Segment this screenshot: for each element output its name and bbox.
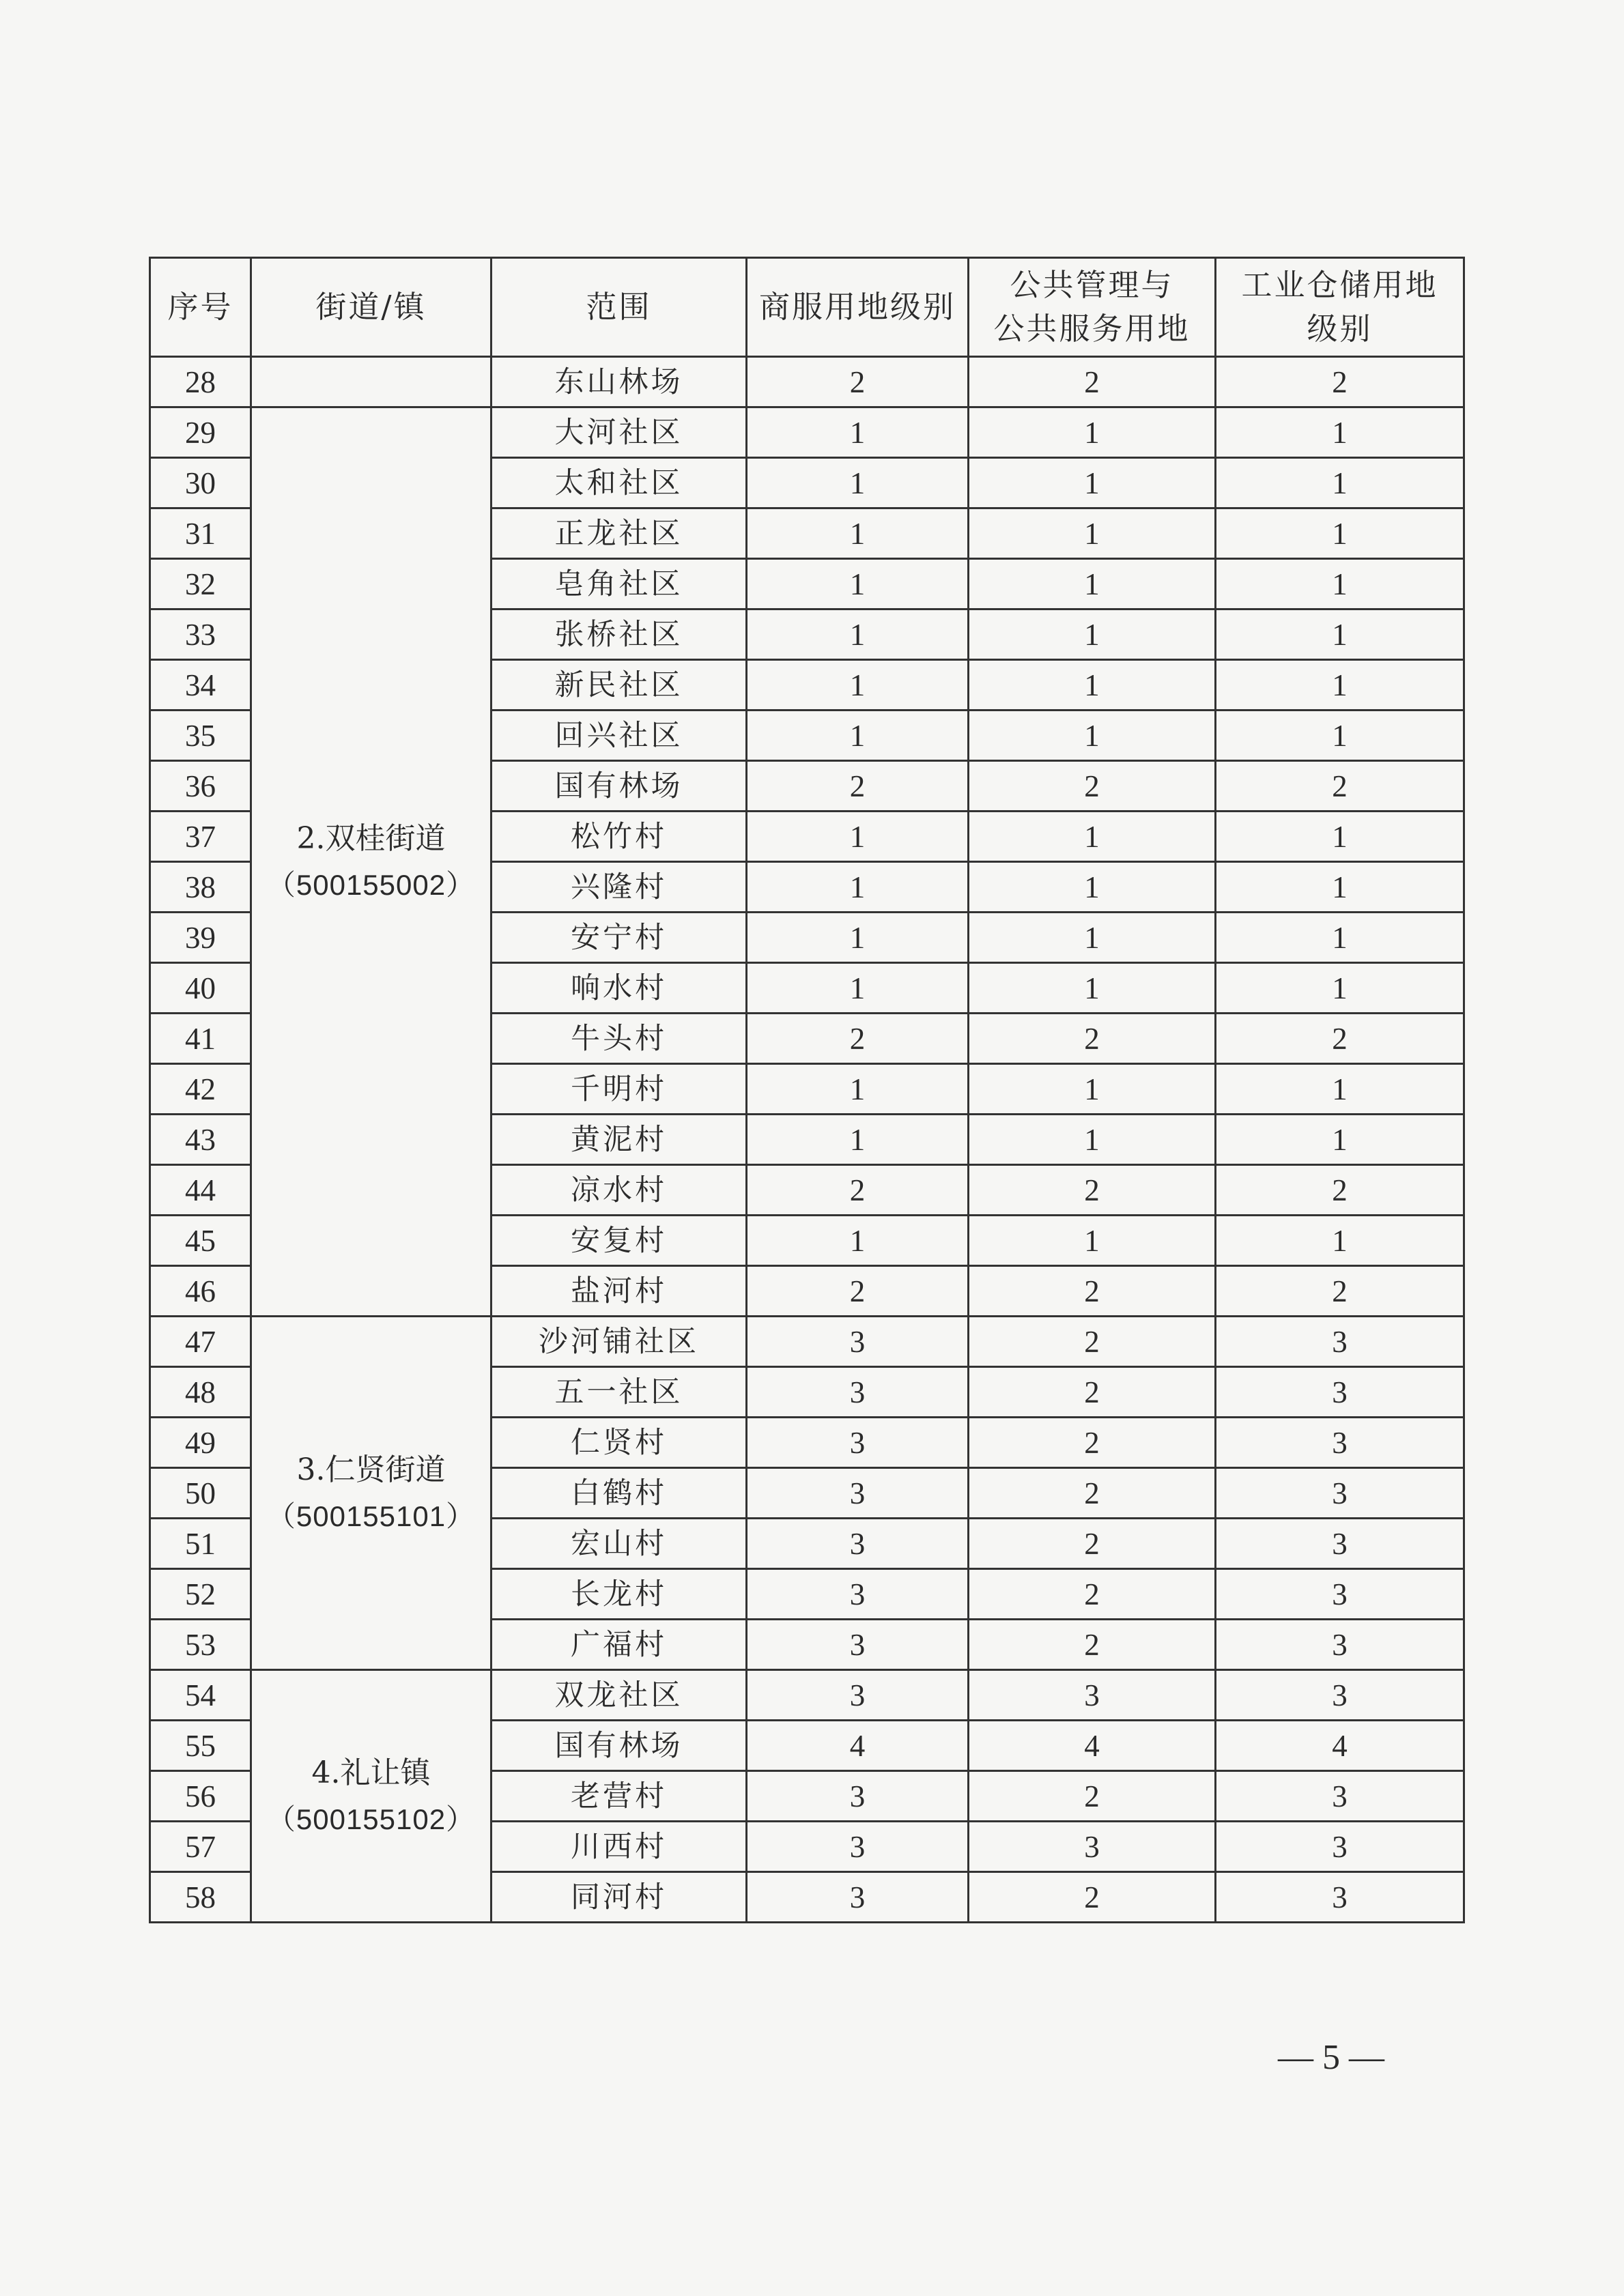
cell-industrial-grade: 3 bbox=[1216, 1569, 1464, 1620]
cell-commercial-grade: 1 bbox=[747, 458, 969, 508]
cell-index: 28 bbox=[150, 357, 251, 407]
cell-area: 五一社区 bbox=[492, 1367, 747, 1418]
cell-district bbox=[251, 1670, 492, 1923]
district-name: 2.双桂街道 bbox=[296, 820, 446, 856]
cell-industrial-grade: 1 bbox=[1216, 913, 1464, 963]
cell-area: 松竹村 bbox=[492, 812, 747, 862]
cell-area: 老营村 bbox=[492, 1771, 747, 1822]
table-row bbox=[150, 357, 1464, 407]
cell-industrial-grade: 2 bbox=[1216, 1266, 1464, 1317]
cell-commercial-grade: 1 bbox=[747, 660, 969, 711]
cell-area: 正龙社区 bbox=[492, 508, 747, 559]
cell-public-service-grade: 3 bbox=[969, 1670, 1216, 1721]
cell-commercial-grade: 3 bbox=[747, 1367, 969, 1418]
cell-public-service-grade: 2 bbox=[969, 1165, 1216, 1216]
cell-commercial-grade: 1 bbox=[747, 1064, 969, 1115]
cell-industrial-grade: 3 bbox=[1216, 1872, 1464, 1923]
district-code: （500155101） bbox=[266, 1499, 476, 1532]
cell-area: 盐河村 bbox=[492, 1266, 747, 1317]
cell-area: 安宁村 bbox=[492, 913, 747, 963]
cell-index: 36 bbox=[150, 761, 251, 812]
cell-index: 37 bbox=[150, 812, 251, 862]
header-line: 公共管理与 bbox=[1010, 267, 1174, 303]
cell-industrial-grade: 2 bbox=[1216, 1014, 1464, 1064]
cell-commercial-grade: 1 bbox=[747, 1216, 969, 1266]
cell-commercial-grade: 1 bbox=[747, 407, 969, 458]
cell-index: 53 bbox=[150, 1620, 251, 1670]
cell-public-service-grade: 2 bbox=[969, 1771, 1216, 1822]
header-commercial-grade bbox=[747, 258, 969, 357]
cell-index: 29 bbox=[150, 407, 251, 458]
cell-area: 兴隆村 bbox=[492, 862, 747, 913]
cell-industrial-grade: 2 bbox=[1216, 761, 1464, 812]
header-index bbox=[150, 258, 251, 357]
district-code: （500155002） bbox=[266, 868, 476, 901]
cell-industrial-grade: 1 bbox=[1216, 458, 1464, 508]
header-public-service-grade bbox=[969, 258, 1216, 357]
cell-public-service-grade: 2 bbox=[969, 1872, 1216, 1923]
cell-index: 34 bbox=[150, 660, 251, 711]
cell-industrial-grade: 3 bbox=[1216, 1418, 1464, 1468]
cell-area: 回兴社区 bbox=[492, 711, 747, 761]
cell-industrial-grade: 3 bbox=[1216, 1771, 1464, 1822]
cell-index: 52 bbox=[150, 1569, 251, 1620]
cell-area: 牛头村 bbox=[492, 1014, 747, 1064]
cell-area: 宏山村 bbox=[492, 1519, 747, 1569]
cell-area: 同河村 bbox=[492, 1872, 747, 1923]
cell-industrial-grade: 1 bbox=[1216, 559, 1464, 609]
cell-industrial-grade: 1 bbox=[1216, 1064, 1464, 1115]
cell-index: 50 bbox=[150, 1468, 251, 1519]
header-line: 范围 bbox=[586, 289, 652, 325]
cell-area: 太和社区 bbox=[492, 458, 747, 508]
cell-commercial-grade: 1 bbox=[747, 508, 969, 559]
cell-public-service-grade: 1 bbox=[969, 407, 1216, 458]
district-code: （500155102） bbox=[266, 1803, 476, 1835]
cell-index: 46 bbox=[150, 1266, 251, 1317]
cell-public-service-grade: 2 bbox=[969, 1317, 1216, 1367]
cell-industrial-grade: 1 bbox=[1216, 1216, 1464, 1266]
cell-area: 长龙村 bbox=[492, 1569, 747, 1620]
cell-area: 双龙社区 bbox=[492, 1670, 747, 1721]
cell-commercial-grade: 3 bbox=[747, 1569, 969, 1620]
cell-public-service-grade: 1 bbox=[969, 1115, 1216, 1165]
cell-commercial-grade: 3 bbox=[747, 1620, 969, 1670]
table-row bbox=[150, 1317, 1464, 1367]
cell-industrial-grade: 1 bbox=[1216, 812, 1464, 862]
cell-industrial-grade: 1 bbox=[1216, 660, 1464, 711]
cell-public-service-grade: 1 bbox=[969, 711, 1216, 761]
cell-area: 东山林场 bbox=[492, 357, 747, 407]
cell-industrial-grade: 3 bbox=[1216, 1670, 1464, 1721]
cell-commercial-grade: 3 bbox=[747, 1519, 969, 1569]
cell-industrial-grade: 4 bbox=[1216, 1721, 1464, 1771]
header-industrial-grade bbox=[1216, 258, 1464, 357]
cell-area: 张桥社区 bbox=[492, 609, 747, 660]
cell-industrial-grade: 2 bbox=[1216, 357, 1464, 407]
cell-district bbox=[251, 1317, 492, 1670]
cell-index: 55 bbox=[150, 1721, 251, 1771]
cell-area: 国有林场 bbox=[492, 1721, 747, 1771]
cell-public-service-grade: 2 bbox=[969, 1367, 1216, 1418]
cell-commercial-grade: 2 bbox=[747, 1014, 969, 1064]
cell-public-service-grade: 1 bbox=[969, 1064, 1216, 1115]
cell-commercial-grade: 3 bbox=[747, 1317, 969, 1367]
page-number: — 5 — bbox=[1278, 2038, 1384, 2077]
cell-commercial-grade: 1 bbox=[747, 559, 969, 609]
header-line: 公共服务用地 bbox=[993, 311, 1191, 347]
cell-index: 45 bbox=[150, 1216, 251, 1266]
header-area bbox=[492, 258, 747, 357]
cell-area: 黄泥村 bbox=[492, 1115, 747, 1165]
cell-public-service-grade: 3 bbox=[969, 1822, 1216, 1872]
cell-index: 49 bbox=[150, 1418, 251, 1468]
cell-area: 响水村 bbox=[492, 963, 747, 1014]
cell-public-service-grade: 1 bbox=[969, 963, 1216, 1014]
cell-public-service-grade: 2 bbox=[969, 1266, 1216, 1317]
cell-industrial-grade: 1 bbox=[1216, 963, 1464, 1014]
cell-area: 安复村 bbox=[492, 1216, 747, 1266]
cell-area: 白鹤村 bbox=[492, 1468, 747, 1519]
cell-public-service-grade: 1 bbox=[969, 660, 1216, 711]
cell-commercial-grade: 1 bbox=[747, 609, 969, 660]
cell-public-service-grade: 1 bbox=[969, 609, 1216, 660]
cell-index: 48 bbox=[150, 1367, 251, 1418]
cell-index: 32 bbox=[150, 559, 251, 609]
land-grade-table bbox=[149, 257, 1465, 1923]
cell-index: 58 bbox=[150, 1872, 251, 1923]
cell-commercial-grade: 1 bbox=[747, 1115, 969, 1165]
cell-index: 54 bbox=[150, 1670, 251, 1721]
cell-index: 33 bbox=[150, 609, 251, 660]
cell-commercial-grade: 1 bbox=[747, 913, 969, 963]
cell-index: 31 bbox=[150, 508, 251, 559]
cell-commercial-grade: 2 bbox=[747, 761, 969, 812]
cell-industrial-grade: 1 bbox=[1216, 407, 1464, 458]
cell-area: 国有林场 bbox=[492, 761, 747, 812]
cell-commercial-grade: 4 bbox=[747, 1721, 969, 1771]
cell-industrial-grade: 3 bbox=[1216, 1317, 1464, 1367]
cell-index: 44 bbox=[150, 1165, 251, 1216]
cell-district bbox=[251, 357, 492, 407]
cell-commercial-grade: 1 bbox=[747, 812, 969, 862]
cell-area: 新民社区 bbox=[492, 660, 747, 711]
cell-industrial-grade: 1 bbox=[1216, 711, 1464, 761]
cell-industrial-grade: 3 bbox=[1216, 1468, 1464, 1519]
cell-public-service-grade: 1 bbox=[969, 508, 1216, 559]
cell-industrial-grade: 2 bbox=[1216, 1165, 1464, 1216]
cell-index: 41 bbox=[150, 1014, 251, 1064]
cell-industrial-grade: 1 bbox=[1216, 609, 1464, 660]
cell-industrial-grade: 1 bbox=[1216, 1115, 1464, 1165]
cell-commercial-grade: 3 bbox=[747, 1771, 969, 1822]
cell-public-service-grade: 1 bbox=[969, 862, 1216, 913]
cell-industrial-grade: 1 bbox=[1216, 862, 1464, 913]
cell-commercial-grade: 1 bbox=[747, 711, 969, 761]
cell-commercial-grade: 3 bbox=[747, 1872, 969, 1923]
cell-public-service-grade: 2 bbox=[969, 761, 1216, 812]
header-line: 街道/镇 bbox=[315, 289, 427, 325]
cell-area: 大河社区 bbox=[492, 407, 747, 458]
cell-commercial-grade: 1 bbox=[747, 963, 969, 1014]
district-name: 3.仁贤街道 bbox=[296, 1452, 446, 1487]
cell-area: 皂角社区 bbox=[492, 559, 747, 609]
cell-index: 30 bbox=[150, 458, 251, 508]
table-row bbox=[150, 1670, 1464, 1721]
cell-index: 57 bbox=[150, 1822, 251, 1872]
cell-industrial-grade: 3 bbox=[1216, 1367, 1464, 1418]
cell-public-service-grade: 1 bbox=[969, 458, 1216, 508]
cell-industrial-grade: 1 bbox=[1216, 508, 1464, 559]
district-name: 4.礼让镇 bbox=[311, 1755, 431, 1790]
cell-commercial-grade: 2 bbox=[747, 1165, 969, 1216]
cell-commercial-grade: 3 bbox=[747, 1468, 969, 1519]
cell-district bbox=[251, 407, 492, 1317]
cell-area: 沙河铺社区 bbox=[492, 1317, 747, 1367]
cell-public-service-grade: 2 bbox=[969, 1569, 1216, 1620]
cell-index: 42 bbox=[150, 1064, 251, 1115]
cell-industrial-grade: 3 bbox=[1216, 1822, 1464, 1872]
cell-commercial-grade: 1 bbox=[747, 862, 969, 913]
cell-index: 47 bbox=[150, 1317, 251, 1367]
cell-index: 51 bbox=[150, 1519, 251, 1569]
cell-public-service-grade: 1 bbox=[969, 1216, 1216, 1266]
cell-index: 40 bbox=[150, 963, 251, 1014]
cell-public-service-grade: 1 bbox=[969, 913, 1216, 963]
cell-index: 39 bbox=[150, 913, 251, 963]
cell-commercial-grade: 3 bbox=[747, 1670, 969, 1721]
cell-area: 广福村 bbox=[492, 1620, 747, 1670]
cell-commercial-grade: 2 bbox=[747, 357, 969, 407]
cell-area: 千明村 bbox=[492, 1064, 747, 1115]
table-body bbox=[150, 357, 1464, 1923]
cell-area: 凉水村 bbox=[492, 1165, 747, 1216]
cell-index: 56 bbox=[150, 1771, 251, 1822]
cell-industrial-grade: 3 bbox=[1216, 1519, 1464, 1569]
cell-public-service-grade: 2 bbox=[969, 1620, 1216, 1670]
cell-public-service-grade: 1 bbox=[969, 559, 1216, 609]
cell-public-service-grade: 1 bbox=[969, 812, 1216, 862]
cell-index: 35 bbox=[150, 711, 251, 761]
cell-public-service-grade: 2 bbox=[969, 1468, 1216, 1519]
cell-index: 43 bbox=[150, 1115, 251, 1165]
cell-public-service-grade: 2 bbox=[969, 1014, 1216, 1064]
cell-commercial-grade: 3 bbox=[747, 1822, 969, 1872]
cell-area: 川西村 bbox=[492, 1822, 747, 1872]
cell-public-service-grade: 2 bbox=[969, 357, 1216, 407]
cell-industrial-grade: 3 bbox=[1216, 1620, 1464, 1670]
header-district bbox=[251, 258, 492, 357]
cell-commercial-grade: 3 bbox=[747, 1418, 969, 1468]
header-line: 级别 bbox=[1307, 311, 1373, 347]
cell-public-service-grade: 2 bbox=[969, 1519, 1216, 1569]
header-line: 序号 bbox=[167, 289, 233, 325]
cell-area: 仁贤村 bbox=[492, 1418, 747, 1468]
cell-commercial-grade: 2 bbox=[747, 1266, 969, 1317]
header-line: 商服用地级别 bbox=[758, 289, 956, 325]
cell-public-service-grade: 4 bbox=[969, 1721, 1216, 1771]
cell-index: 38 bbox=[150, 862, 251, 913]
cell-public-service-grade: 2 bbox=[969, 1418, 1216, 1468]
header-line: 工业仓储用地 bbox=[1241, 267, 1438, 303]
table-row bbox=[150, 407, 1464, 458]
table-header-row bbox=[150, 258, 1464, 357]
